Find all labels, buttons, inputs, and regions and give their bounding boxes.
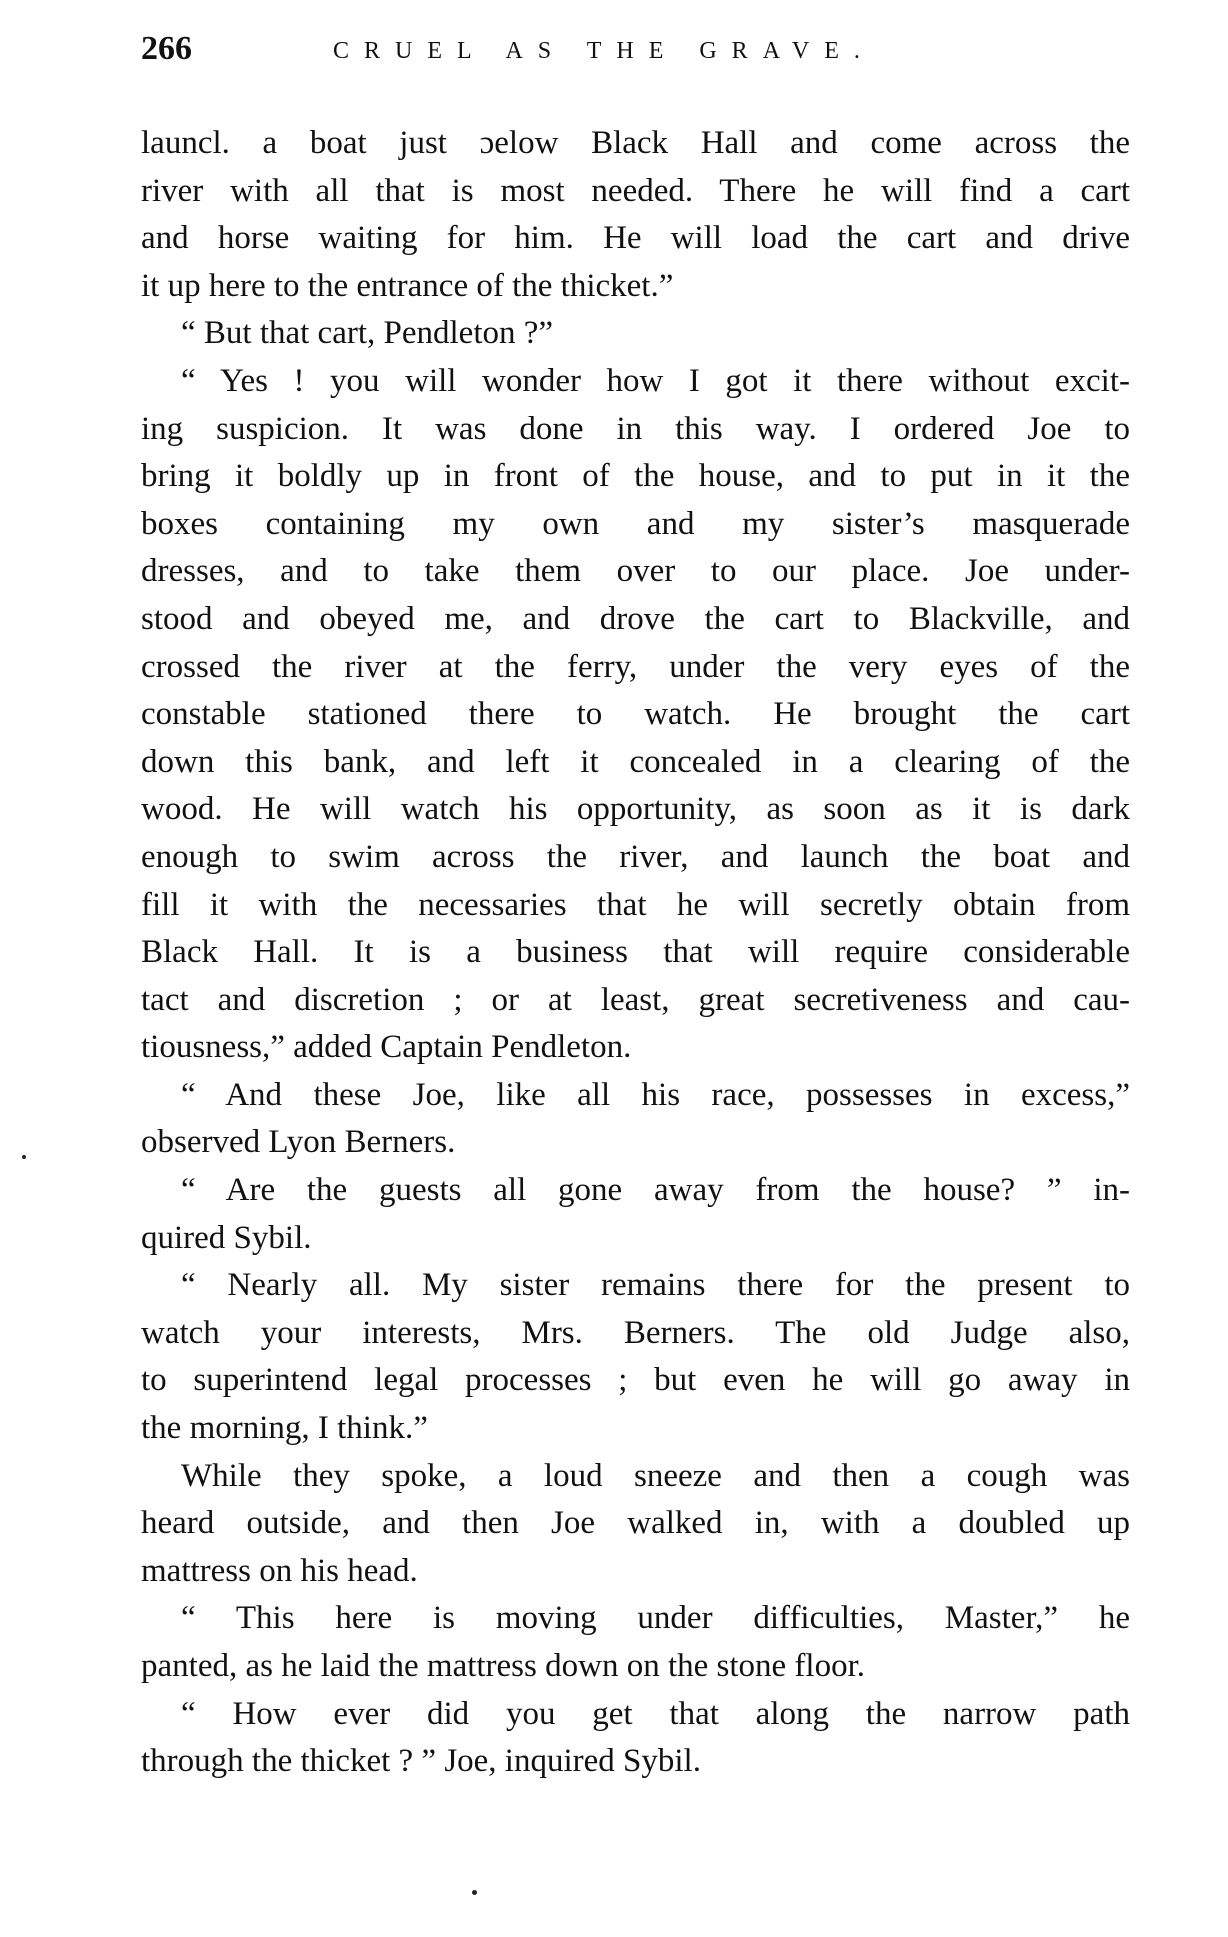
text-line: launcl. a boat just ɔelow Black Hall and come across the (141, 125, 1130, 161)
text-line: crossed the river at the ferry, under the very eyes of the (141, 648, 1130, 685)
text-line: it up here to the entrance of the thicket.” (141, 267, 674, 304)
text-line: through the thicket ? ” Joe, inquired Sybil. (141, 1743, 701, 1780)
text-line: watch your interests, Mrs. Berners. The old Judge also, (141, 1314, 1130, 1351)
text-line: “ And these Joe, like all his race, possesses in excess,” (181, 1076, 1130, 1113)
text-line: the morning, I think.” (141, 1410, 428, 1447)
text-line: “ How ever did you get that along the narrow path (181, 1695, 1130, 1732)
text-line: observed Lyon Berners. (141, 1124, 456, 1161)
text-line: to superintend legal processes ; but even he will go away in (141, 1362, 1130, 1399)
text-line: boxes containing my own and my sister’s masquerade (141, 505, 1130, 542)
running-title: CRUEL AS THE GRAVE. (333, 38, 875, 64)
page-number: 266 (141, 30, 192, 67)
text-line: river with all that is most needed. There he will find a cart (141, 172, 1130, 209)
text-line: tiousness,” added Captain Pendleton. (141, 1029, 632, 1066)
text-line: quired Sybil. (141, 1219, 312, 1256)
text-line: mattress on his head. (141, 1552, 418, 1589)
text-line: wood. He will watch his opportunity, as soon as it is dark (141, 791, 1130, 828)
text-line: enough to swim across the river, and launch the boat and (141, 838, 1130, 875)
text-line: “ Yes ! you will wonder how I got it there without excit- (181, 362, 1130, 399)
text-line: While they spoke, a loud sneeze and then a cough was (181, 1457, 1130, 1494)
page-body-text (141, 120, 1130, 1786)
text-line: heard outside, and then Joe walked in, with a doubled up (141, 1505, 1130, 1542)
text-line: panted, as he laid the mattress down on the stone floor. (141, 1648, 866, 1684)
text-line: constable stationed there to watch. He brought the cart (141, 696, 1130, 733)
text-line: “ This here is moving under difficulties, Master,” he (181, 1600, 1130, 1637)
text-line: fill it with the necessaries that he will secretly obtain from (141, 886, 1130, 923)
text-line: ing suspicion. It was done in this way. I ordered Joe to (141, 410, 1130, 447)
scan-speck (472, 1890, 477, 1895)
text-line: “ But that cart, Pendleton ?” (181, 315, 554, 352)
page-header (141, 30, 1130, 80)
text-line: stood and obeyed me, and drove the cart to Blackville, and (141, 600, 1130, 637)
text-line: tact and discretion ; or at least, great secretiveness and cau- (141, 981, 1130, 1018)
text-line: bring it boldly up in front of the house, and to put in it the (141, 458, 1130, 495)
text-line: and horse waiting for him. He will load the cart and drive (141, 220, 1130, 257)
text-line: Black Hall. It is a business that will require considerable (141, 934, 1130, 971)
scan-speck (22, 1155, 26, 1159)
text-line: “ Nearly all. My sister remains there for the present to (181, 1267, 1130, 1304)
text-line: down this bank, and left it concealed in a clearing of the (141, 743, 1130, 780)
text-line: dresses, and to take them over to our place. Joe under- (141, 553, 1130, 590)
text-line: “ Are the guests all gone away from the house? ” in- (181, 1172, 1130, 1209)
